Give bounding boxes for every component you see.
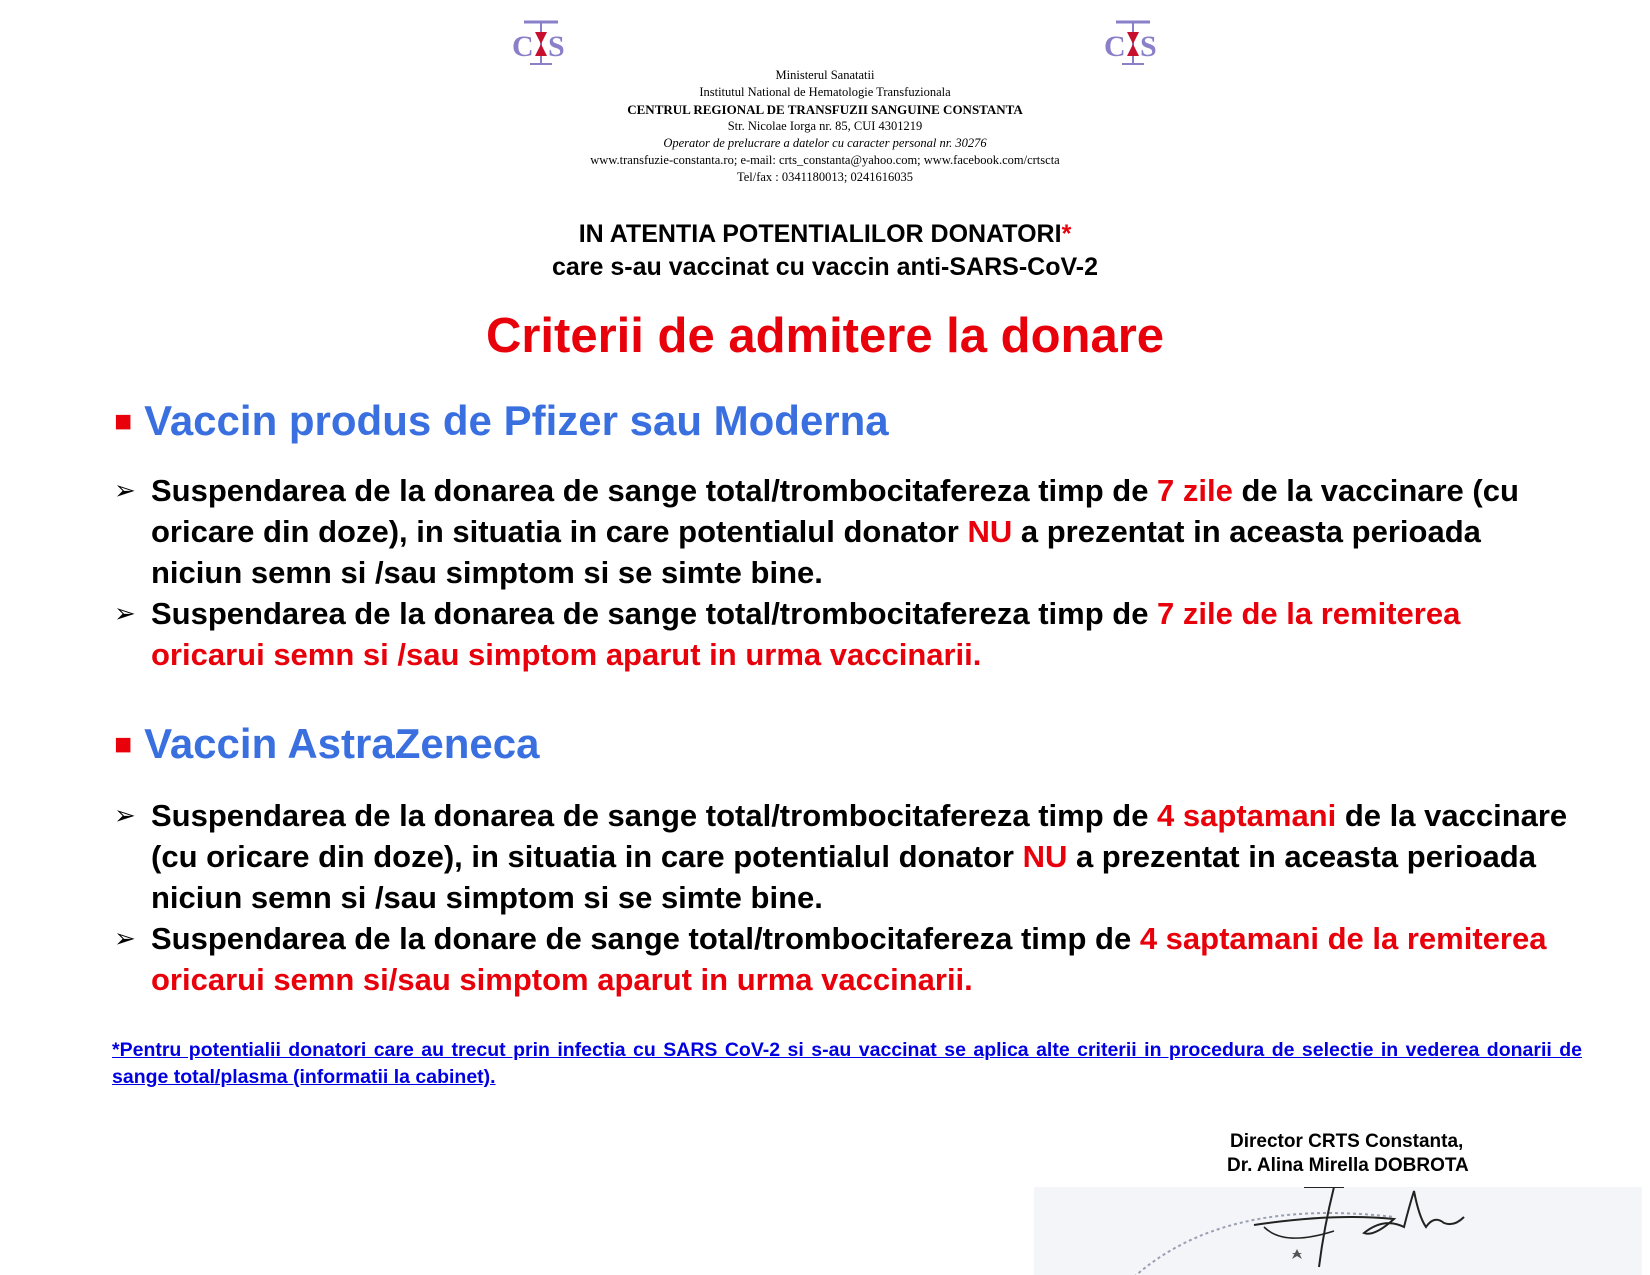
bullet-text: a prezentat in aceasta perioada niciun semn si /sau simptom si se simte bine. [151,514,1481,590]
letterhead-ministry: Ministerul Sanatatii [775,68,875,82]
signer-block [1227,1130,1469,1178]
letterhead-operator: Operator de prelucrare a datelor cu caracter personal nr. 30276 [663,136,987,150]
letterhead-contacts: www.transfuzie-constanta.ro; e-mail: crts_constanta@yahoo.com; www.facebook.com/crtscta [590,153,1060,167]
list-item [114,470,1574,593]
bullet-highlight: 4 saptamani de la remiterea oricarui semn si/sau simptom aparut in urma vaccinarii. [151,921,1547,997]
cts-logo-right [1102,18,1164,66]
bullet-list-astrazeneca [114,795,1574,1000]
bullet-text: de la vaccinare (cu oricare din doze), in situatia in care potentialul donator [151,473,1519,549]
section-heading-text: Vaccin AstraZeneca [144,720,540,767]
attention-star: * [1061,220,1072,248]
bullet-highlight: 4 saptamani [1157,798,1337,833]
attention-header [0,218,1650,284]
bullet-text: Suspendarea de la donarea de sange total/trombocitafereza timp de [151,596,1158,631]
bullet-text: Suspendarea de la donarea de sange total/trombocitafereza timp de [151,473,1158,508]
section-heading-pfizer-moderna [114,396,889,449]
signature-stamp [1034,1187,1642,1275]
attention-line2: care s-au vaccinat cu vaccin anti-SARS-CoV-2 [551,253,1099,281]
arrow-bullet-icon: ➢ [114,800,136,830]
bullet-text: de la vaccinare (cu oricare din doze), in situatia in care potentialul donator [151,798,1568,874]
bullet-text: a prezentat in aceasta perioada niciun semn si /sau simptom si se simte bine. [151,839,1536,915]
signer-name: Dr. Alina Mirella DOBROTA [1227,1155,1469,1176]
section-heading-text: Vaccin produs de Pfizer sau Moderna [144,397,889,444]
letterhead [0,67,1650,186]
arrow-bullet-icon: ➢ [114,598,136,628]
bullet-text: Suspendarea de la donare de sange total/trombocitafereza timp de [151,921,1140,956]
bullet-highlight: NU [1022,839,1068,874]
list-item [114,918,1574,1000]
cts-logo-left [510,18,572,66]
arrow-bullet-icon: ➢ [114,475,136,505]
list-item [114,593,1574,675]
bullet-highlight: NU [967,514,1013,549]
bullet-text: Suspendarea de la donarea de sange total/trombocitafereza timp de [151,798,1158,833]
attention-line1: IN ATENTIA POTENTIALILOR DONATORI [578,220,1062,248]
letterhead-address: Str. Nicolae Iorga nr. 85, CUI 4301219 [727,119,923,133]
bullet-highlight: 7 zile [1157,473,1233,508]
svg-text:S: S [1140,30,1157,63]
letterhead-institute: Institutul National de Hematologie Transfuzionala [699,85,951,99]
page-title: Criterii de admitere la donare [485,309,1165,363]
letterhead-center: CENTRUL REGIONAL DE TRANSFUZII SANGUINE CONSTANTA [627,102,1023,117]
svg-text:C: C [512,30,534,63]
bullet-highlight: 7 zile de la remiterea oricarui semn si /sau simptom aparut in urma vaccinarii. [151,596,1461,672]
list-item [114,795,1574,918]
red-square-marker: ■ [114,727,133,761]
letterhead-phone: Tel/fax : 0341180013; 0241616035 [736,170,914,184]
section-heading-astrazeneca [114,719,539,772]
handwritten-signature-icon [1034,1187,1642,1275]
red-square-marker: ■ [114,404,133,438]
bullet-list-pfizer-moderna [114,470,1574,675]
footnote-link[interactable]: *Pentru potentialii donatori care au trecut prin infectia cu SARS CoV-2 si s-au vaccinat se aplica alte criterii in procedura de selectie in vederea donarii de sange total/plasma (informatii la cabinet). [112,1039,1582,1088]
signer-title: Director CRTS Constanta, [1230,1131,1464,1152]
svg-text:C: C [1104,30,1126,63]
arrow-bullet-icon: ➢ [114,923,136,953]
svg-text:S: S [548,30,565,63]
